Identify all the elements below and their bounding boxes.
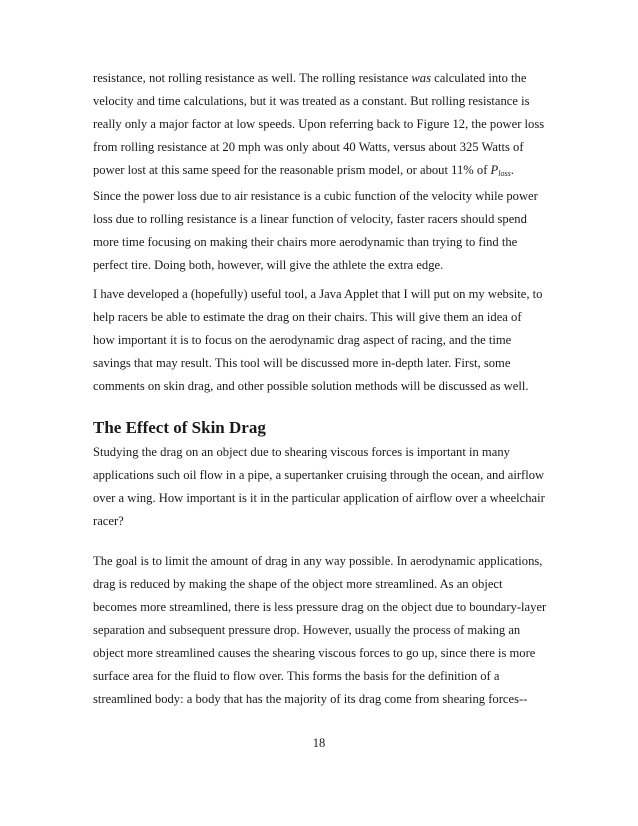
text-line: surface area for the fluid to flow over. This forms the basis for the definition of a xyxy=(93,669,500,683)
text-line: streamlined body: a body that has the majority of its drag come from shearing forces-- xyxy=(93,692,528,706)
power-loss-subscript: loss xyxy=(498,169,511,178)
text-line: The goal is to limit the amount of drag in any way possible. In aerodynamic applications, xyxy=(93,554,543,568)
text-line: over a wing. How important is it in the particular application of airflow over a wheelchair xyxy=(93,491,545,505)
text-line: racer? xyxy=(93,514,124,528)
text-line: really only a major factor at low speeds. Upon referring back to Figure 12, the power loss xyxy=(93,117,545,131)
text-line: comments on skin drag, and other possible solution methods will be discussed as well. xyxy=(93,379,529,393)
text-line: object more streamlined causes the shearing viscous forces to go up, since there is more xyxy=(93,646,536,660)
text-line: separation and subsequent pressure drop. However, usually the process of making an xyxy=(93,623,521,637)
paragraph-java-applet xyxy=(93,283,545,398)
text-line: I have developed a (hopefully) useful tool, a Java Applet that I will put on my website, to xyxy=(93,287,543,301)
text-line: becomes more streamlined, there is less pressure drag on the object due to boundary-layer xyxy=(93,600,547,614)
text-line: more time focusing on making their chairs more aerodynamic than trying to find the xyxy=(93,235,518,249)
text-line: power lost at this same speed for the reasonable prism model, or about 11% of $P_{loss}$. xyxy=(93,163,514,178)
paragraph-skin-drag-intro xyxy=(93,441,545,533)
text-line: loss due to rolling resistance is a linear function of velocity, faster racers should spend xyxy=(93,212,527,226)
text-line: perfect tire. Doing both, however, will give the athlete the extra edge. xyxy=(93,258,444,272)
paragraph-drag-goal xyxy=(93,550,545,711)
text-line: from rolling resistance at 20 mph was only about 40 Watts, versus about 325 Watts of xyxy=(93,140,524,154)
section-heading: The Effect of Skin Drag xyxy=(93,418,266,437)
text-line: resistance, not rolling resistance as well. The rolling resistance was calculated into the xyxy=(93,71,527,85)
text-line: applications such oil flow in a pipe, a supertanker cruising through the ocean, and airflow xyxy=(93,468,545,482)
text-line: drag is reduced by making the shape of the object more streamlined. As an object xyxy=(93,577,503,591)
text-line: help racers be able to estimate the drag on their chairs. This will give them an idea of xyxy=(93,310,522,324)
power-loss-symbol: P xyxy=(490,163,499,177)
text-line: velocity and time calculations, but it was treated as a constant. But rolling resistance is xyxy=(93,94,530,108)
paragraph-rolling-resistance xyxy=(93,67,545,277)
emphasis-text: was xyxy=(411,71,431,85)
text-line: Studying the drag on an object due to shearing viscous forces is important in many xyxy=(93,445,510,459)
text-line: Since the power loss due to air resistance is a cubic function of the velocity while power xyxy=(93,189,538,203)
text-line: savings that may result. This tool will be discussed more in-depth later. First, some xyxy=(93,356,511,370)
text-line: how important it is to focus on the aerodynamic drag aspect of racing, and the time xyxy=(93,333,512,347)
page-number: 18 xyxy=(312,736,326,750)
